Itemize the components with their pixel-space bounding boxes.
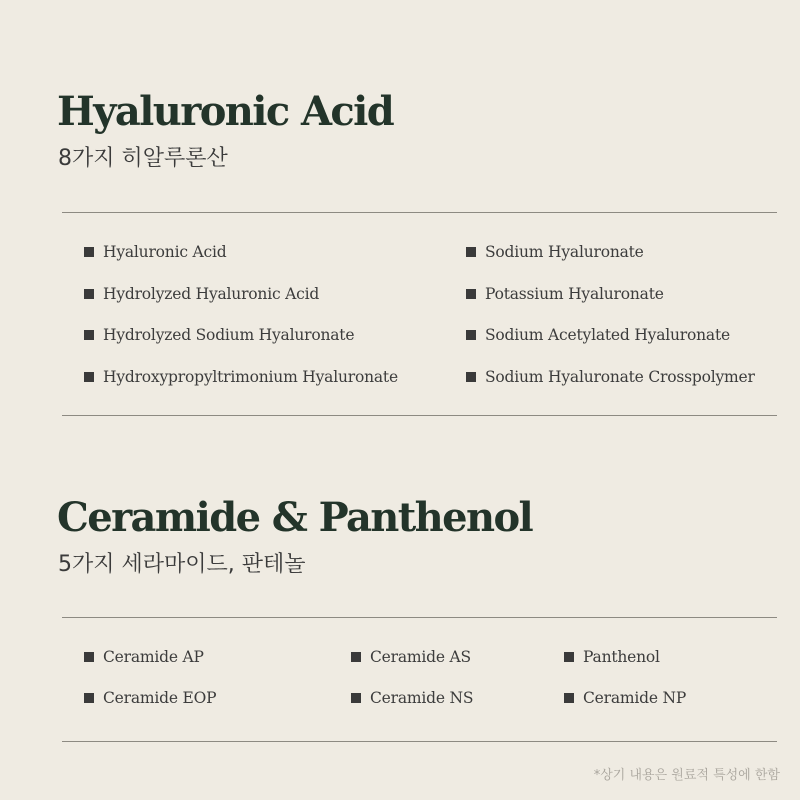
ingredient-label: Ceramide NP [583,689,687,707]
ingredient-item [84,367,398,387]
square-bullet-icon [84,652,94,662]
ingredient-label: Ceramide AS [370,648,471,666]
divider-bottom-ceramide [62,741,777,742]
square-bullet-icon [84,693,94,703]
square-bullet-icon [84,289,94,299]
ingredient-item [84,647,204,667]
ingredient-item [466,325,730,345]
ingredient-item [466,367,755,387]
ingredient-label: Ceramide EOP [103,689,217,707]
square-bullet-icon [84,330,94,340]
ingredient-label: Sodium Hyaluronate [485,243,644,261]
ingredient-label: Sodium Hyaluronate Crosspolymer [485,368,755,386]
ingredient-item [351,647,471,667]
ingredient-item [466,284,664,304]
ingredient-item [84,284,319,304]
ingredient-label: Hydrolyzed Sodium Hyaluronate [103,326,355,344]
square-bullet-icon [466,289,476,299]
ingredient-item [84,325,354,345]
section-title-ceramide-panthenol: Ceramide & Panthenol [57,494,533,541]
square-bullet-icon [466,247,476,257]
ingredient-label: Hydrolyzed Hyaluronic Acid [103,285,320,303]
square-bullet-icon [564,652,574,662]
square-bullet-icon [466,372,476,382]
ingredient-label: Ceramide AP [103,648,204,666]
ingredient-label: Panthenol [583,648,660,666]
divider-top-hyaluronic [62,212,777,213]
ingredient-item [84,688,216,708]
section-subtitle-ceramide-panthenol: 5가지 세라마이드, 판테놀 [58,552,306,577]
square-bullet-icon [84,247,94,257]
square-bullet-icon [466,330,476,340]
divider-top-ceramide [62,617,777,618]
footnote: *상기 내용은 원료적 특성에 한함 [593,768,780,783]
square-bullet-icon [351,652,361,662]
ingredient-label: Hyaluronic Acid [103,243,227,261]
ingredient-item [351,688,473,708]
ingredient-label: Ceramide NS [370,689,474,707]
ingredient-label: Potassium Hyaluronate [485,285,664,303]
ingredient-item [84,242,227,262]
ingredient-item [564,688,686,708]
ingredient-item [564,647,660,667]
square-bullet-icon [351,693,361,703]
divider-bottom-hyaluronic [62,415,777,416]
ingredient-label: Hydroxypropyltrimonium Hyaluronate [103,368,398,386]
section-title-hyaluronic-acid: Hyaluronic Acid [57,88,394,135]
square-bullet-icon [564,693,574,703]
section-subtitle-hyaluronic-acid: 8가지 히알루론산 [58,146,228,171]
square-bullet-icon [84,372,94,382]
ingredient-item [466,242,644,262]
ingredient-label: Sodium Acetylated Hyaluronate [485,326,730,344]
